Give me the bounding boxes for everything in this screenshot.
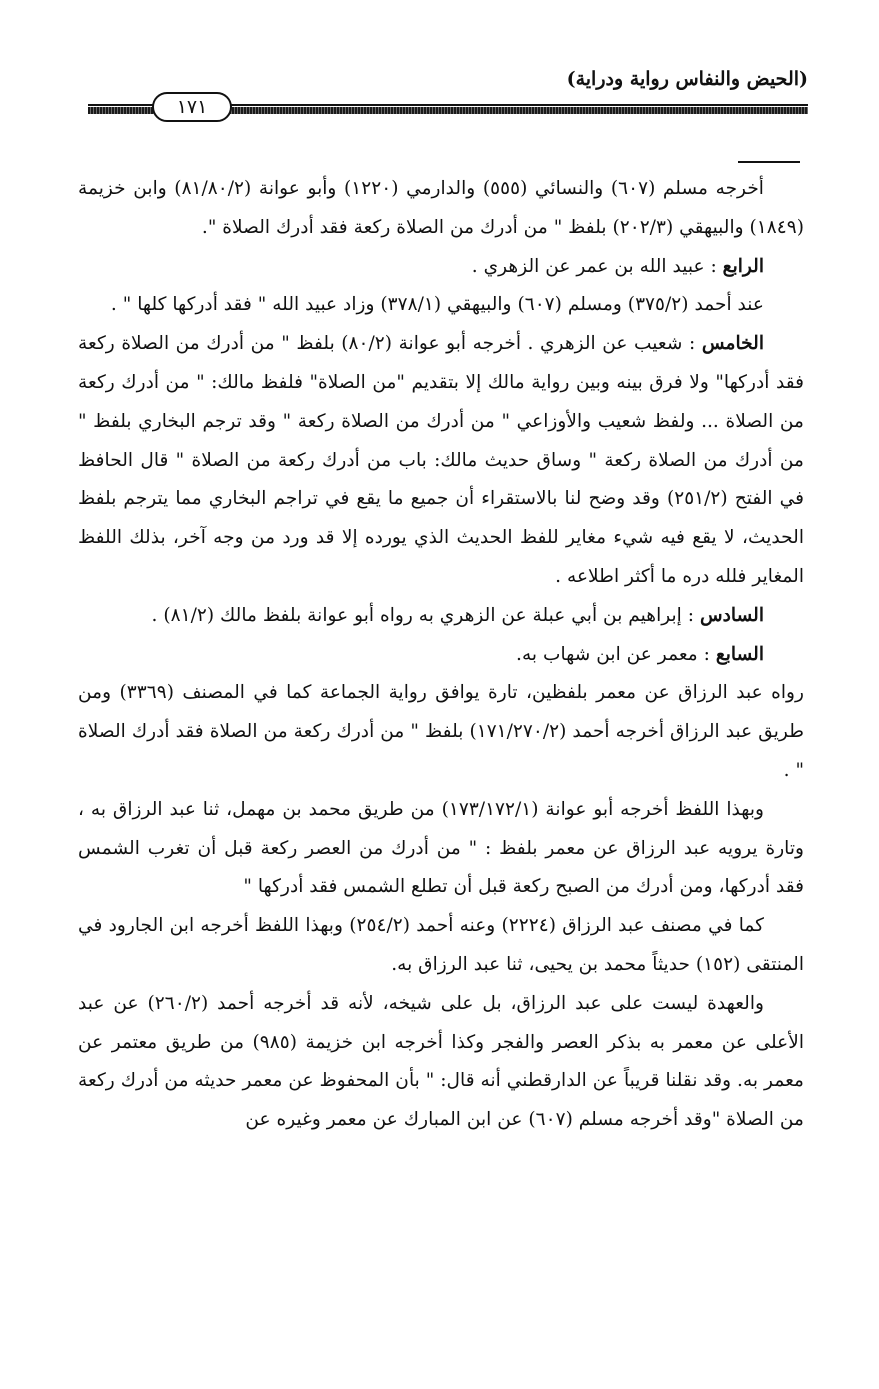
- footnote-divider: [738, 161, 800, 163]
- paragraph-1: أخرجه مسلم (٦٠٧) والنسائي (٥٥٥) والدارمي (١٢٢٠) وأبو عوانة (٨١/٨٠/٢) وابن خزيمة (١٨٤٩) والبيهقي (٢٠٢/٣) بلفظ " من أدرك من الصلاة ركعة فقد أدرك الصلاة ".: [78, 178, 804, 238]
- paragraph-label: الخامس: [701, 333, 764, 355]
- paragraph-5: السادس : إبراهيم بن أبي عبلة عن الزهري به رواه أبو عوانة بلفظ مالك (٨١/٢) .: [151, 604, 764, 626]
- paragraph-6: السابع : معمر عن ابن شهاب به.: [516, 643, 764, 665]
- page-number: ١٧١: [152, 92, 232, 122]
- paragraph-2: الرابع : عبيد الله بن عمر عن الزهري .: [471, 255, 764, 277]
- paragraph-7: رواه عبد الرزاق عن معمر بلفظين، تارة يوافق رواية الجماعة كما في المصنف (٣٣٦٩) ومن طريق عبد الرزاق أخرجه أحمد (١٧١/٢٧٠/٢) بلفظ " من أدرك ركعة من الصلاة فقد أدرك الصلاة " .: [78, 682, 804, 781]
- paragraph-3: عند أحمد (٣٧٥/٢) ومسلم (٦٠٧) والبيهقي (٣٧٨/١) وزاد عبيد الله " فقد أدركها كلها " .: [110, 294, 764, 316]
- book-title: (الحيض والنفاس رواية ودراية): [566, 68, 808, 90]
- paragraph-label: السابع: [715, 643, 764, 665]
- page-body: [78, 170, 804, 1140]
- paragraph-4: الخامس : شعيب عن الزهري . أخرجه أبو عوانة (٨٠/٢) بلفظ " من أدرك من الصلاة ركعة فقد أدركها" ولا فرق بينه وبين رواية مالك إلا بتقديم "من الصلاة" فلفظ مالك: " من أدرك ركعة من الصلاة ... ولفظ شعيب والأوزاعي " من أدرك من الصلاة ركعة " وقد ترجم البخاري بلفظ " من أدرك من الصلاة ركعة " وساق حديث مالك: باب من أدرك ركعة من الصلاة " قال الحافظ في الفتح (٢٥١/٢) وقد وضح لنا بالاستقراء أن جميع ما يقع في تراجم البخاري مما يترجم بلفظ الحديث، لا يقع فيه شيء مغاير للفظ الحديث الذي يورده إلا قد ورد من وجه آخر، بذلك اللفظ المغاير فلله دره ما أكثر اطلاعه .: [78, 333, 804, 587]
- paragraph-label: الرابع: [722, 255, 764, 277]
- paragraph-8: وبهذا اللفظ أخرجه أبو عوانة (١٧٣/١٧٢/١) من طريق محمد بن مهمل، ثنا عبد الرزاق به ، وتارة يرويه عبد الرزاق عن معمر بلفظ : " من أدرك من العصر ركعة قبل أن تغرب الشمس فقد أدركها، ومن أدرك من الصبح ركعة قبل أن تطلع الشمس فقد أدركها ": [78, 798, 804, 898]
- page-header: [88, 62, 808, 122]
- paragraph-9: كما في مصنف عبد الرزاق (٢٢٢٤) وعنه أحمد (٢٥٤/٢) وبهذا اللفظ أخرجه ابن الجارود في المنتقى (١٥٢) حديثاً محمد بن يحيى، ثنا عبد الرزاق به.: [78, 915, 804, 975]
- paragraph-label: السادس: [699, 604, 764, 626]
- paragraph-10: والعهدة ليست على عبد الرزاق، بل على شيخه، لأنه قد أخرجه أحمد (٢٦٠/٢) عن عبد الأعلى عن معمر به بذكر العصر والفجر وكذا أخرجه ابن خزيمة (٩٨٥) من طريق معتمر عن معمر به. وقد نقلنا قريباً عن الدارقطني أنه قال: " بأن المحفوظ عن معمر حديثه من أدرك ركعة من الصلاة "وقد أخرجه مسلم (٦٠٧) عن ابن المبارك عن معمر وغيره عن: [78, 992, 804, 1131]
